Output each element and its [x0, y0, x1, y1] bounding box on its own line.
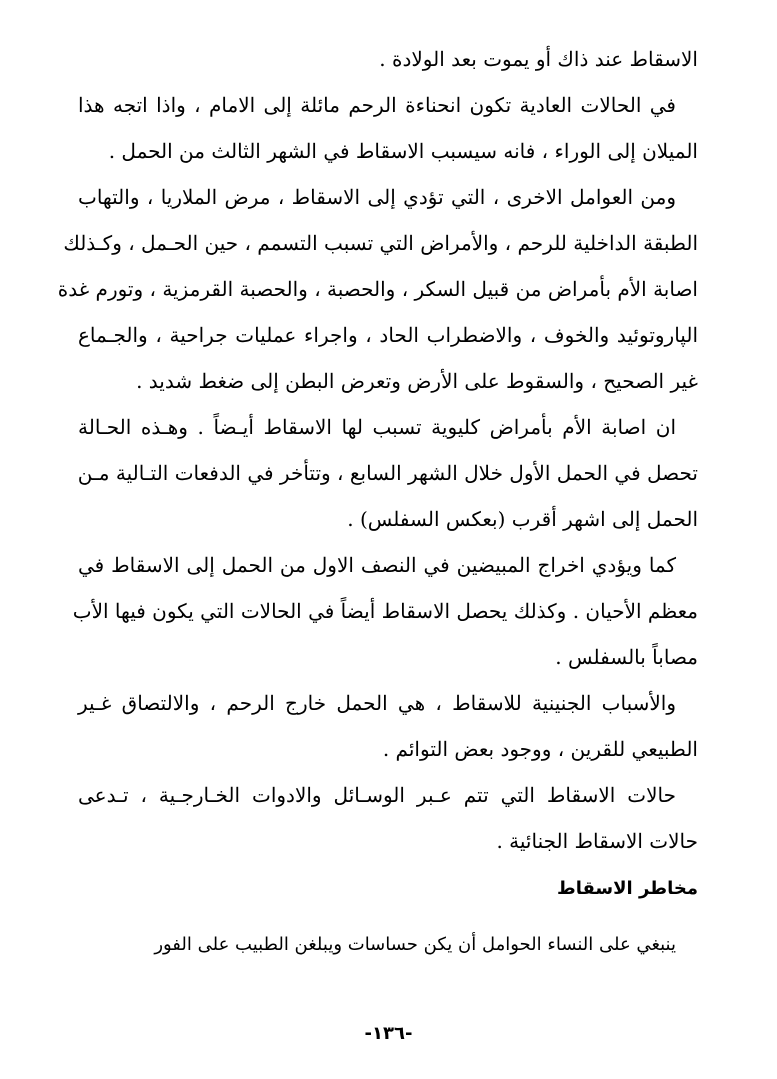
text-line-2: في الحالات العادية تكون انحناءة الرحم مائلة إلى الامام ، واذا اتجه هذا	[78, 93, 676, 117]
section-heading: مخاطر الاسقاط	[557, 878, 698, 899]
text-line-7: الپاروتوئيد والخوف ، والاضطراب الحاد ، واجراء عمليات جراحية ، والجـماع	[78, 323, 698, 347]
text-line-14: مصاباً بالسفلس .	[555, 645, 698, 669]
text-line-15: والأسباب الجنينية للاسقاط ، هي الحمل خارج الرحم ، والالتصاق غـير	[78, 691, 676, 715]
text-line-1: الاسقاط عند ذاك أو يموت بعد الولادة .	[379, 47, 698, 71]
text-line-4: ومن العوامل الاخرى ، التي تؤدي إلى الاسقاط ، مرض الملاريا ، والتهاب	[78, 185, 676, 209]
text-line-8: غير الصحيح ، والسقوط على الأرض وتعرض البطن إلى ضغط شديد .	[136, 369, 698, 393]
text-line-3: الميلان إلى الوراء ، فانه سيسبب الاسقاط في الشهر الثالث من الحمل .	[108, 139, 698, 163]
text-line-9: ان اصابة الأم بأمراض كليوية تسبب لها الاسقاط أيـضاً . وهـذه الحـالة	[78, 415, 676, 439]
book-page	[57, 0, 698, 1079]
text-line-16: الطبيعي للقرين ، ووجود بعض التوائم .	[382, 737, 698, 761]
text-line-12: كما ويؤدي اخراج المبيضين في النصف الاول من الحمل إلى الاسقاط في	[78, 553, 676, 577]
text-line-19: ينبغي على النساء الحوامل أن يكن حساسات ويبلغن الطبيب على الفور	[154, 934, 676, 955]
text-line-13: معظم الأحيان . وكذلك يحصل الاسقاط أيضاً في الحالات التي يكون فيها الأب	[72, 599, 698, 623]
text-line-5: الطبقة الداخلية للرحم ، والأمراض التي تسبب التسمم ، حين الحـمل ، وكـذلك	[63, 231, 698, 255]
page-number: -١٣٦-	[364, 1023, 413, 1044]
text-line-11: الحمل إلى اشهر أقرب (بعكس السفلس) .	[347, 507, 698, 531]
text-line-17: حالات الاسقاط التي تتم عـبر الوسـائل والادوات الخـارجـية ، تـدعى	[78, 783, 676, 807]
text-line-6: اصابة الأم بأمراض من قبيل السكر ، والحصبة ، والحصبة القرمزية ، وتورم غدة	[57, 277, 698, 301]
text-line-18: حالات الاسقاط الجنائية .	[496, 829, 698, 853]
text-line-10: تحصل في الحمل الأول خلال الشهر السابع ، وتتأخر في الدفعات التـالية مـن	[77, 461, 698, 485]
